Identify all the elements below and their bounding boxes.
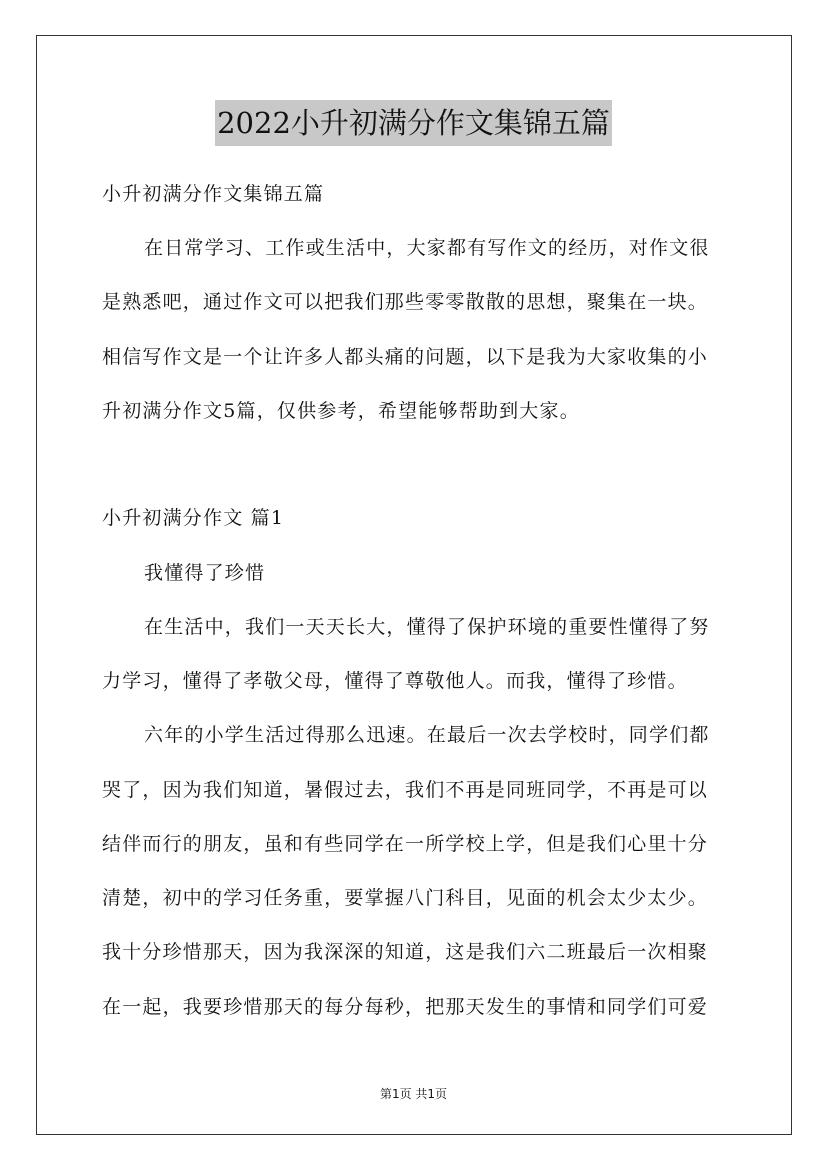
para1-line-1: 在生活中，我们一天天长大，懂得了保护环境的重要性懂得了努: [144, 616, 710, 638]
para2-line-1: 六年的小学生活过得那么迅速。在最后一次去学校时，同学们都: [144, 724, 710, 746]
para2-line-4: 清楚，初中的学习任务重，要掌握八门科目，见面的机会太少太少。: [102, 887, 709, 909]
subtitle: 小升初满分作文集锦五篇: [102, 183, 325, 205]
para2-line-3: 结伴而行的朋友，虽和有些同学在一所学校上学，但是我们心里十分: [102, 833, 709, 855]
para2-line-5: 我十分珍惜那天，因为我深深的知道，这是我们六二班最后一次相聚: [102, 941, 709, 963]
intro-line-1: 在日常学习、工作或生活中，大家都有写作文的经历，对作文很: [144, 237, 710, 259]
essay-title: 我懂得了珍惜: [144, 562, 266, 584]
para1-line-2: 力学习，懂得了孝敬父母，懂得了尊敬他人。而我，懂得了珍惜。: [102, 670, 688, 692]
intro-line-4: 升初满分作文5篇，仅供参考，希望能够帮助到大家。: [102, 400, 580, 422]
document-title: 2022小升初满分作文集锦五篇: [215, 100, 612, 146]
intro-line-2: 是熟悉吧，通过作文可以把我们那些零零散散的思想，聚集在一块。: [102, 291, 709, 313]
page-footer: 第1页 共1页: [379, 1087, 448, 1101]
section-heading: 小升初满分作文 篇1: [102, 507, 285, 529]
intro-line-3: 相信写作文是一个让许多人都头痛的问题，以下是我为大家收集的小: [102, 346, 709, 368]
para2-line-2: 哭了，因为我们知道，暑假过去，我们不再是同班同学，不再是可以: [102, 779, 709, 801]
para2-line-6: 在一起，我要珍惜那天的每分每秒，把那天发生的事情和同学们可爱: [102, 996, 709, 1018]
